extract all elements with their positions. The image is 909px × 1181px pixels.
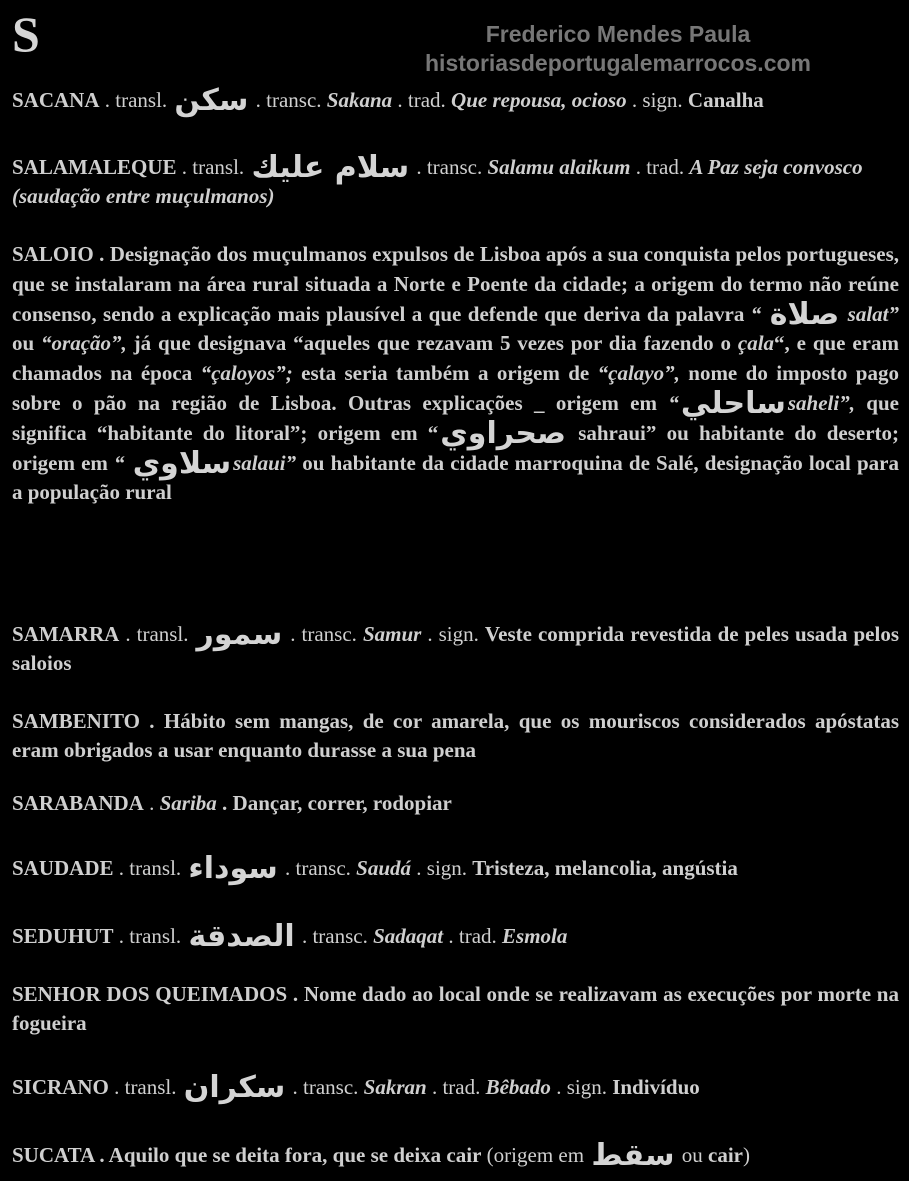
arabic-word: سكران bbox=[183, 1070, 286, 1105]
arabic-word: سلام عليك bbox=[251, 150, 410, 185]
meaning: Veste comprida revestida de peles usada pelos saloios bbox=[12, 622, 899, 675]
website-url[interactable]: historiasdeportugalemarrocos.com bbox=[425, 50, 811, 76]
entry-sacana: SACANA . transl. سكن . transc. Sakana . trad. Que repousa, ocioso . sign. Canalha bbox=[12, 83, 764, 118]
entry-samarra: SAMARRA . transl. سمور . transc. Samur . sign. Veste comprida revestida de peles usada pelos saloios bbox=[12, 617, 899, 675]
entry-saudade: SAUDADE . transl. سوداء . transc. Saudá . sign. Tristeza, melancolia, angústia bbox=[12, 851, 738, 886]
translation: Que repousa, ocioso bbox=[451, 88, 627, 112]
term: SALAMALEQUE bbox=[12, 155, 177, 179]
transcription: Saudá bbox=[356, 856, 412, 880]
term: SAMARRA bbox=[12, 622, 120, 646]
definition: . Dançar, correr, rodopiar bbox=[216, 791, 452, 815]
meaning: Canalha bbox=[687, 88, 764, 112]
transcription: Salamu alaikum bbox=[487, 155, 631, 179]
arabic-word: سكن bbox=[174, 83, 249, 118]
arabic-word: سوداء bbox=[188, 851, 278, 886]
entry-sambenito: SAMBENITO . Hábito sem mangas, de cor amarela, que os mouriscos considerados apóstatas eram obrigados a usar enquanto durasse a sua pena bbox=[12, 709, 900, 762]
transcription: Sakran bbox=[363, 1075, 427, 1099]
entry-saloio: SALOIO . Designação dos muçulmanos expulsos de Lisboa após a sua conquista pelos portugueses, que se instalaram na área rural situada a Norte e Poente da cidade; a origem do termo não reúne consenso, sendo a explicação mais plausível a que defende que deriva da palavra “ صلاة salat” ou “oração”, já que designava “aqueles que rezavam 5 vezes por dia fazendo o çala“, e que eram chamados na época “çaloyos”; esta seria também a origem de “çalayo”, nome do imposto pago sobre o pão na região de Lisboa. Outras explicações _ origem em “ساحليsaheli”, que significa “habitante do litoral”; origem em “صحراوي sahraui” ou habitante do deserto; origem em “ سلاويsalaui” ou habitante da cidade marroquina de Salé, designação local para a população rural bbox=[12, 242, 899, 505]
arabic-word: سقط bbox=[591, 1138, 675, 1173]
author-name: Frederico Mendes Paula bbox=[485, 21, 751, 47]
entry-salamaleque: SALAMALEQUE . transl. سلام عليك . transc. Salamu alaikum . trad. A Paz seja convosco (saudação entre muçulmanos) bbox=[12, 150, 863, 208]
term: SUCATA bbox=[12, 1143, 95, 1167]
definition: Nome dado ao local onde se realizavam as execuções por morte na fogueira bbox=[12, 982, 899, 1035]
watermark bbox=[398, 20, 838, 78]
transcription: Samur bbox=[362, 622, 422, 646]
arabic-word: صحراوي bbox=[440, 415, 566, 451]
translation: A Paz seja convosco (saudação entre muçulmanos) bbox=[12, 155, 863, 208]
translation: Esmola bbox=[502, 924, 568, 948]
meaning: Tristeza, melancolia, angústia bbox=[472, 856, 738, 880]
arabic-word: سلاوي bbox=[132, 445, 232, 481]
entry-sarabanda: SARABANDA . Sariba . Dançar, correr, rodopiar bbox=[12, 791, 452, 815]
arabic-word: صلاة bbox=[769, 296, 840, 332]
term: SAMBENITO bbox=[12, 709, 140, 733]
arabic-word: سمور bbox=[196, 617, 283, 652]
translation: Bêbado bbox=[485, 1075, 551, 1099]
entry-sicrano: SICRANO . transl. سكران . transc. Sakran . trad. Bêbado . sign. Indivíduo bbox=[12, 1070, 700, 1105]
term: SAUDADE bbox=[12, 856, 114, 880]
entry-sucata: SUCATA . Aquilo que se deita fora, que se deixa cair (origem em سقط ou cair) bbox=[12, 1138, 751, 1173]
entry-seduhut: SEDUHUT . transl. الصدقة . transc. Sadaqat . trad. Esmola bbox=[12, 919, 568, 954]
entry-senhor-dos-queimados: SENHOR DOS QUEIMADOS . Nome dado ao local onde se realizavam as execuções por morte na fogueira bbox=[12, 982, 899, 1035]
term: SARABANDA bbox=[12, 791, 144, 815]
arabic-word: الصدقة bbox=[188, 919, 295, 954]
definition: Hábito sem mangas, de cor amarela, que os mouriscos considerados apóstatas eram obrigados a usar enquanto durasse a sua pena bbox=[12, 709, 900, 762]
meaning: Indivíduo bbox=[612, 1075, 700, 1099]
term: SACANA bbox=[12, 88, 100, 112]
term: SEDUHUT bbox=[12, 924, 114, 948]
definition: Aquilo que se deita fora, que se deixa cair bbox=[108, 1143, 482, 1167]
transcription: Sakana bbox=[326, 88, 393, 112]
term: SENHOR DOS QUEIMADOS bbox=[12, 982, 288, 1006]
transcription: Sadaqat bbox=[373, 924, 444, 948]
term: SICRANO bbox=[12, 1075, 109, 1099]
arabic-word: ساحلي bbox=[680, 385, 786, 421]
section-letter: S bbox=[12, 6, 40, 62]
term: SALOIO bbox=[12, 242, 94, 266]
transcription: Sariba bbox=[159, 791, 217, 815]
